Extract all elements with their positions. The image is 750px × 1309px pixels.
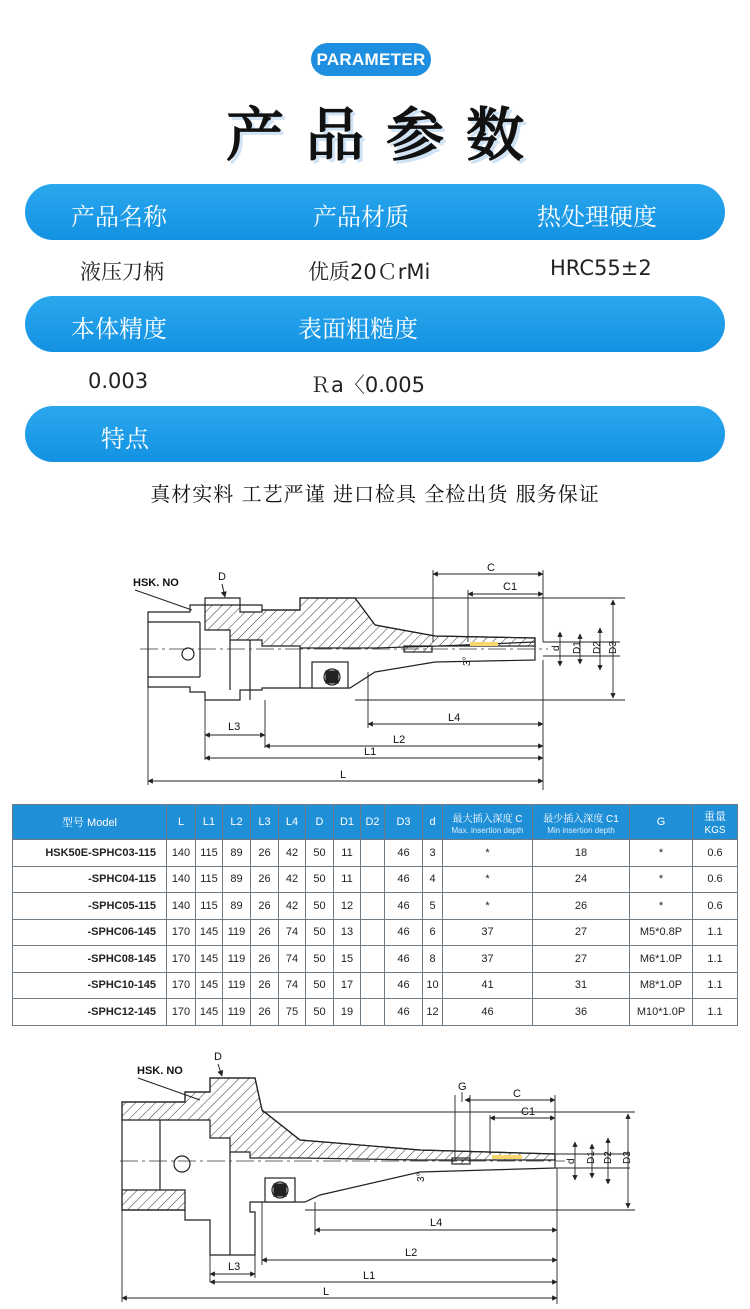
- drawing1-d1-label: D1: [572, 641, 583, 654]
- table-cell: 0.6: [693, 840, 738, 867]
- table-cell: 74: [279, 972, 306, 999]
- table-cell: 36: [533, 999, 630, 1026]
- table-cell: [361, 840, 385, 867]
- col-header-l4: L4: [279, 805, 306, 840]
- drawing2-l-label: L: [323, 1286, 330, 1298]
- model-cell: -SPHC04-115: [13, 866, 167, 893]
- col-header-small-d: d: [423, 805, 443, 840]
- drawing1-d-small-label: d: [551, 645, 562, 651]
- table-cell: M5*0.8P: [630, 919, 693, 946]
- table-cell: 50: [306, 946, 334, 973]
- table-cell: 26: [251, 999, 279, 1026]
- table-cell: 170: [167, 946, 196, 973]
- table-cell: 11: [334, 866, 361, 893]
- table-cell: 5: [423, 893, 443, 920]
- table-cell: 170: [167, 919, 196, 946]
- drawing2-c-label: C: [513, 1088, 521, 1100]
- table-cell: 42: [279, 893, 306, 920]
- table-cell: 46: [385, 946, 423, 973]
- table-cell: 170: [167, 972, 196, 999]
- table-cell: 4: [423, 866, 443, 893]
- drawing2-g-label: G: [458, 1081, 467, 1093]
- drawing2-l4-label: L4: [430, 1217, 443, 1229]
- table-cell: 74: [279, 919, 306, 946]
- table-cell: 50: [306, 919, 334, 946]
- table-cell: 115: [196, 866, 223, 893]
- table-cell: [361, 866, 385, 893]
- table-cell: *: [630, 866, 693, 893]
- drawing1-l3-label: L3: [228, 721, 241, 733]
- table-cell: 89: [223, 840, 251, 867]
- col-header-max-depth: 最大插入深度 C Max. insertion depth: [443, 805, 533, 840]
- table-cell: 26: [251, 840, 279, 867]
- table-cell: M8*1.0P: [630, 972, 693, 999]
- table-row: [13, 866, 738, 893]
- drawing2-d2-label: D2: [603, 1151, 614, 1164]
- table-cell: M6*1.0P: [630, 946, 693, 973]
- col-header-d1: D1: [334, 805, 361, 840]
- table-cell: 170: [167, 999, 196, 1026]
- value-product-name: 液压刀柄: [80, 260, 164, 284]
- table-cell: [361, 946, 385, 973]
- label-product-material: 产品材质: [313, 203, 409, 231]
- table-row: [13, 919, 738, 946]
- model-cell: -SPHC08-145: [13, 946, 167, 973]
- table-cell: 13: [334, 919, 361, 946]
- table-cell: 46: [385, 972, 423, 999]
- table-cell: 0.6: [693, 866, 738, 893]
- table-cell: 46: [385, 866, 423, 893]
- table-cell: 140: [167, 840, 196, 867]
- drawing2-hsk-label: HSK. NO: [137, 1065, 183, 1077]
- table-cell: M10*1.0P: [630, 999, 693, 1026]
- table-cell: 26: [251, 893, 279, 920]
- table-cell: 26: [251, 972, 279, 999]
- table-cell: 26: [251, 866, 279, 893]
- table-row: [13, 946, 738, 973]
- table-cell: [361, 972, 385, 999]
- table-cell: *: [630, 893, 693, 920]
- table-cell: *: [443, 893, 533, 920]
- table-cell: 115: [196, 840, 223, 867]
- table-cell: *: [443, 866, 533, 893]
- col-header-g: G: [630, 805, 693, 840]
- col-header-l1: L1: [196, 805, 223, 840]
- table-cell: [361, 919, 385, 946]
- table-cell: 119: [223, 972, 251, 999]
- value-surface-roughness: Ｒa〈0.005: [310, 373, 425, 397]
- table-cell: 8: [423, 946, 443, 973]
- table-cell: 74: [279, 946, 306, 973]
- table-cell: 26: [251, 946, 279, 973]
- table-cell: 119: [223, 919, 251, 946]
- drawing2-c1-label: C1: [521, 1106, 536, 1118]
- table-cell: 89: [223, 866, 251, 893]
- value-product-material: 优质20ＣrMi: [308, 260, 431, 284]
- drawing1-c1-label: C1: [503, 581, 518, 593]
- table-row: [13, 840, 738, 867]
- drawing2-angle-label: 3°: [416, 1172, 427, 1182]
- table-cell: 50: [306, 840, 334, 867]
- col-header-min-depth: 最少插入深度 C1 Min insertion depth: [533, 805, 630, 840]
- table-cell: 12: [423, 999, 443, 1026]
- table-cell: 27: [533, 919, 630, 946]
- page-title: 产品参数: [225, 101, 546, 169]
- table-cell: 10: [423, 972, 443, 999]
- drawing1-l4-label: L4: [448, 712, 461, 724]
- table-cell: 46: [385, 999, 423, 1026]
- drawing2-d-label: D: [214, 1051, 222, 1063]
- drawing2-d-small-label: d: [566, 1158, 577, 1164]
- label-surface-roughness: 表面粗糙度: [298, 315, 418, 343]
- parameter-tag: PARAMETER: [311, 43, 431, 76]
- features-text: 真材实料 工艺严谨 进口检具 全检出货 服务保证: [150, 482, 600, 506]
- drawing1-l-label: L: [340, 769, 347, 781]
- model-cell: -SPHC05-115: [13, 893, 167, 920]
- drawing1-d3-label: D3: [608, 641, 619, 654]
- model-cell: -SPHC06-145: [13, 919, 167, 946]
- table-cell: 75: [279, 999, 306, 1026]
- table-cell: 0.6: [693, 893, 738, 920]
- drawing2-l1-label: L1: [363, 1270, 376, 1282]
- table-cell: 140: [167, 893, 196, 920]
- label-product-name: 产品名称: [71, 203, 167, 231]
- table-cell: 17: [334, 972, 361, 999]
- model-cell: HSK50E-SPHC03-115: [13, 840, 167, 867]
- table-cell: 1.1: [693, 946, 738, 973]
- technical-drawing-1: [0, 550, 750, 795]
- model-cell: -SPHC12-145: [13, 999, 167, 1026]
- table-cell: 41: [443, 972, 533, 999]
- table-cell: 19: [334, 999, 361, 1026]
- param-header-bar-2: [25, 296, 725, 352]
- drawing1-d-label: D: [218, 571, 226, 583]
- table-cell: 26: [251, 919, 279, 946]
- drawing1-d2-label: D2: [592, 641, 603, 654]
- table-cell: 18: [533, 840, 630, 867]
- table-row: [13, 972, 738, 999]
- label-features: 特点: [101, 425, 149, 453]
- table-cell: 119: [223, 999, 251, 1026]
- drawing1-l2-label: L2: [393, 734, 406, 746]
- specification-table: [12, 804, 738, 1026]
- table-cell: 89: [223, 893, 251, 920]
- table-cell: 145: [196, 946, 223, 973]
- col-header-l: L: [167, 805, 196, 840]
- table-cell: 115: [196, 893, 223, 920]
- table-cell: *: [443, 840, 533, 867]
- col-header-l2: L2: [223, 805, 251, 840]
- table-row: [13, 893, 738, 920]
- drawing2-l3-label: L3: [228, 1261, 241, 1273]
- table-cell: 145: [196, 919, 223, 946]
- table-cell: 6: [423, 919, 443, 946]
- table-cell: 31: [533, 972, 630, 999]
- value-heat-treatment: HRC55±2: [550, 256, 652, 280]
- col-header-d: D: [306, 805, 334, 840]
- table-cell: 24: [533, 866, 630, 893]
- col-header-weight: 重量 KGS: [693, 805, 738, 840]
- table-cell: 1.1: [693, 919, 738, 946]
- table-cell: 140: [167, 866, 196, 893]
- table-cell: 27: [533, 946, 630, 973]
- value-body-precision: 0.003: [88, 369, 149, 393]
- col-header-d2: D2: [361, 805, 385, 840]
- table-cell: 12: [334, 893, 361, 920]
- table-cell: 46: [443, 999, 533, 1026]
- table-cell: 50: [306, 893, 334, 920]
- table-row: [13, 999, 738, 1026]
- table-header-row: [13, 805, 738, 840]
- drawing2-d3-label: D3: [622, 1151, 633, 1164]
- drawing1-c-label: C: [487, 562, 495, 574]
- col-header-d3: D3: [385, 805, 423, 840]
- label-heat-treatment: 热处理硬度: [537, 203, 657, 231]
- table-cell: 42: [279, 840, 306, 867]
- table-cell: 119: [223, 946, 251, 973]
- table-cell: 1.1: [693, 999, 738, 1026]
- model-cell: -SPHC10-145: [13, 972, 167, 999]
- table-cell: [361, 999, 385, 1026]
- drawing2-l2-label: L2: [405, 1247, 418, 1259]
- table-cell: 145: [196, 972, 223, 999]
- table-cell: 50: [306, 972, 334, 999]
- drawing1-hsk-label: HSK. NO: [133, 577, 179, 589]
- drawing1-l1-label: L1: [364, 746, 377, 758]
- table-cell: 3: [423, 840, 443, 867]
- table-cell: 50: [306, 866, 334, 893]
- table-cell: 145: [196, 999, 223, 1026]
- table-cell: 26: [533, 893, 630, 920]
- label-body-precision: 本体精度: [71, 315, 167, 343]
- table-cell: 37: [443, 919, 533, 946]
- technical-drawing-2: [0, 1040, 750, 1309]
- table-cell: 15: [334, 946, 361, 973]
- table-cell: 50: [306, 999, 334, 1026]
- table-cell: [361, 893, 385, 920]
- table-cell: 46: [385, 893, 423, 920]
- table-cell: 46: [385, 840, 423, 867]
- param-header-bar-1: [25, 184, 725, 240]
- col-header-l3: L3: [251, 805, 279, 840]
- table-cell: 1.1: [693, 972, 738, 999]
- table-cell: 37: [443, 946, 533, 973]
- param-header-bar-3: [25, 406, 725, 462]
- drawing2-d1-label: D1: [586, 1151, 597, 1164]
- col-header-model: 型号 Model: [13, 805, 167, 840]
- drawing1-angle-label: 3°: [462, 656, 473, 666]
- table-cell: 46: [385, 919, 423, 946]
- table-cell: 11: [334, 840, 361, 867]
- table-cell: 42: [279, 866, 306, 893]
- table-cell: *: [630, 840, 693, 867]
